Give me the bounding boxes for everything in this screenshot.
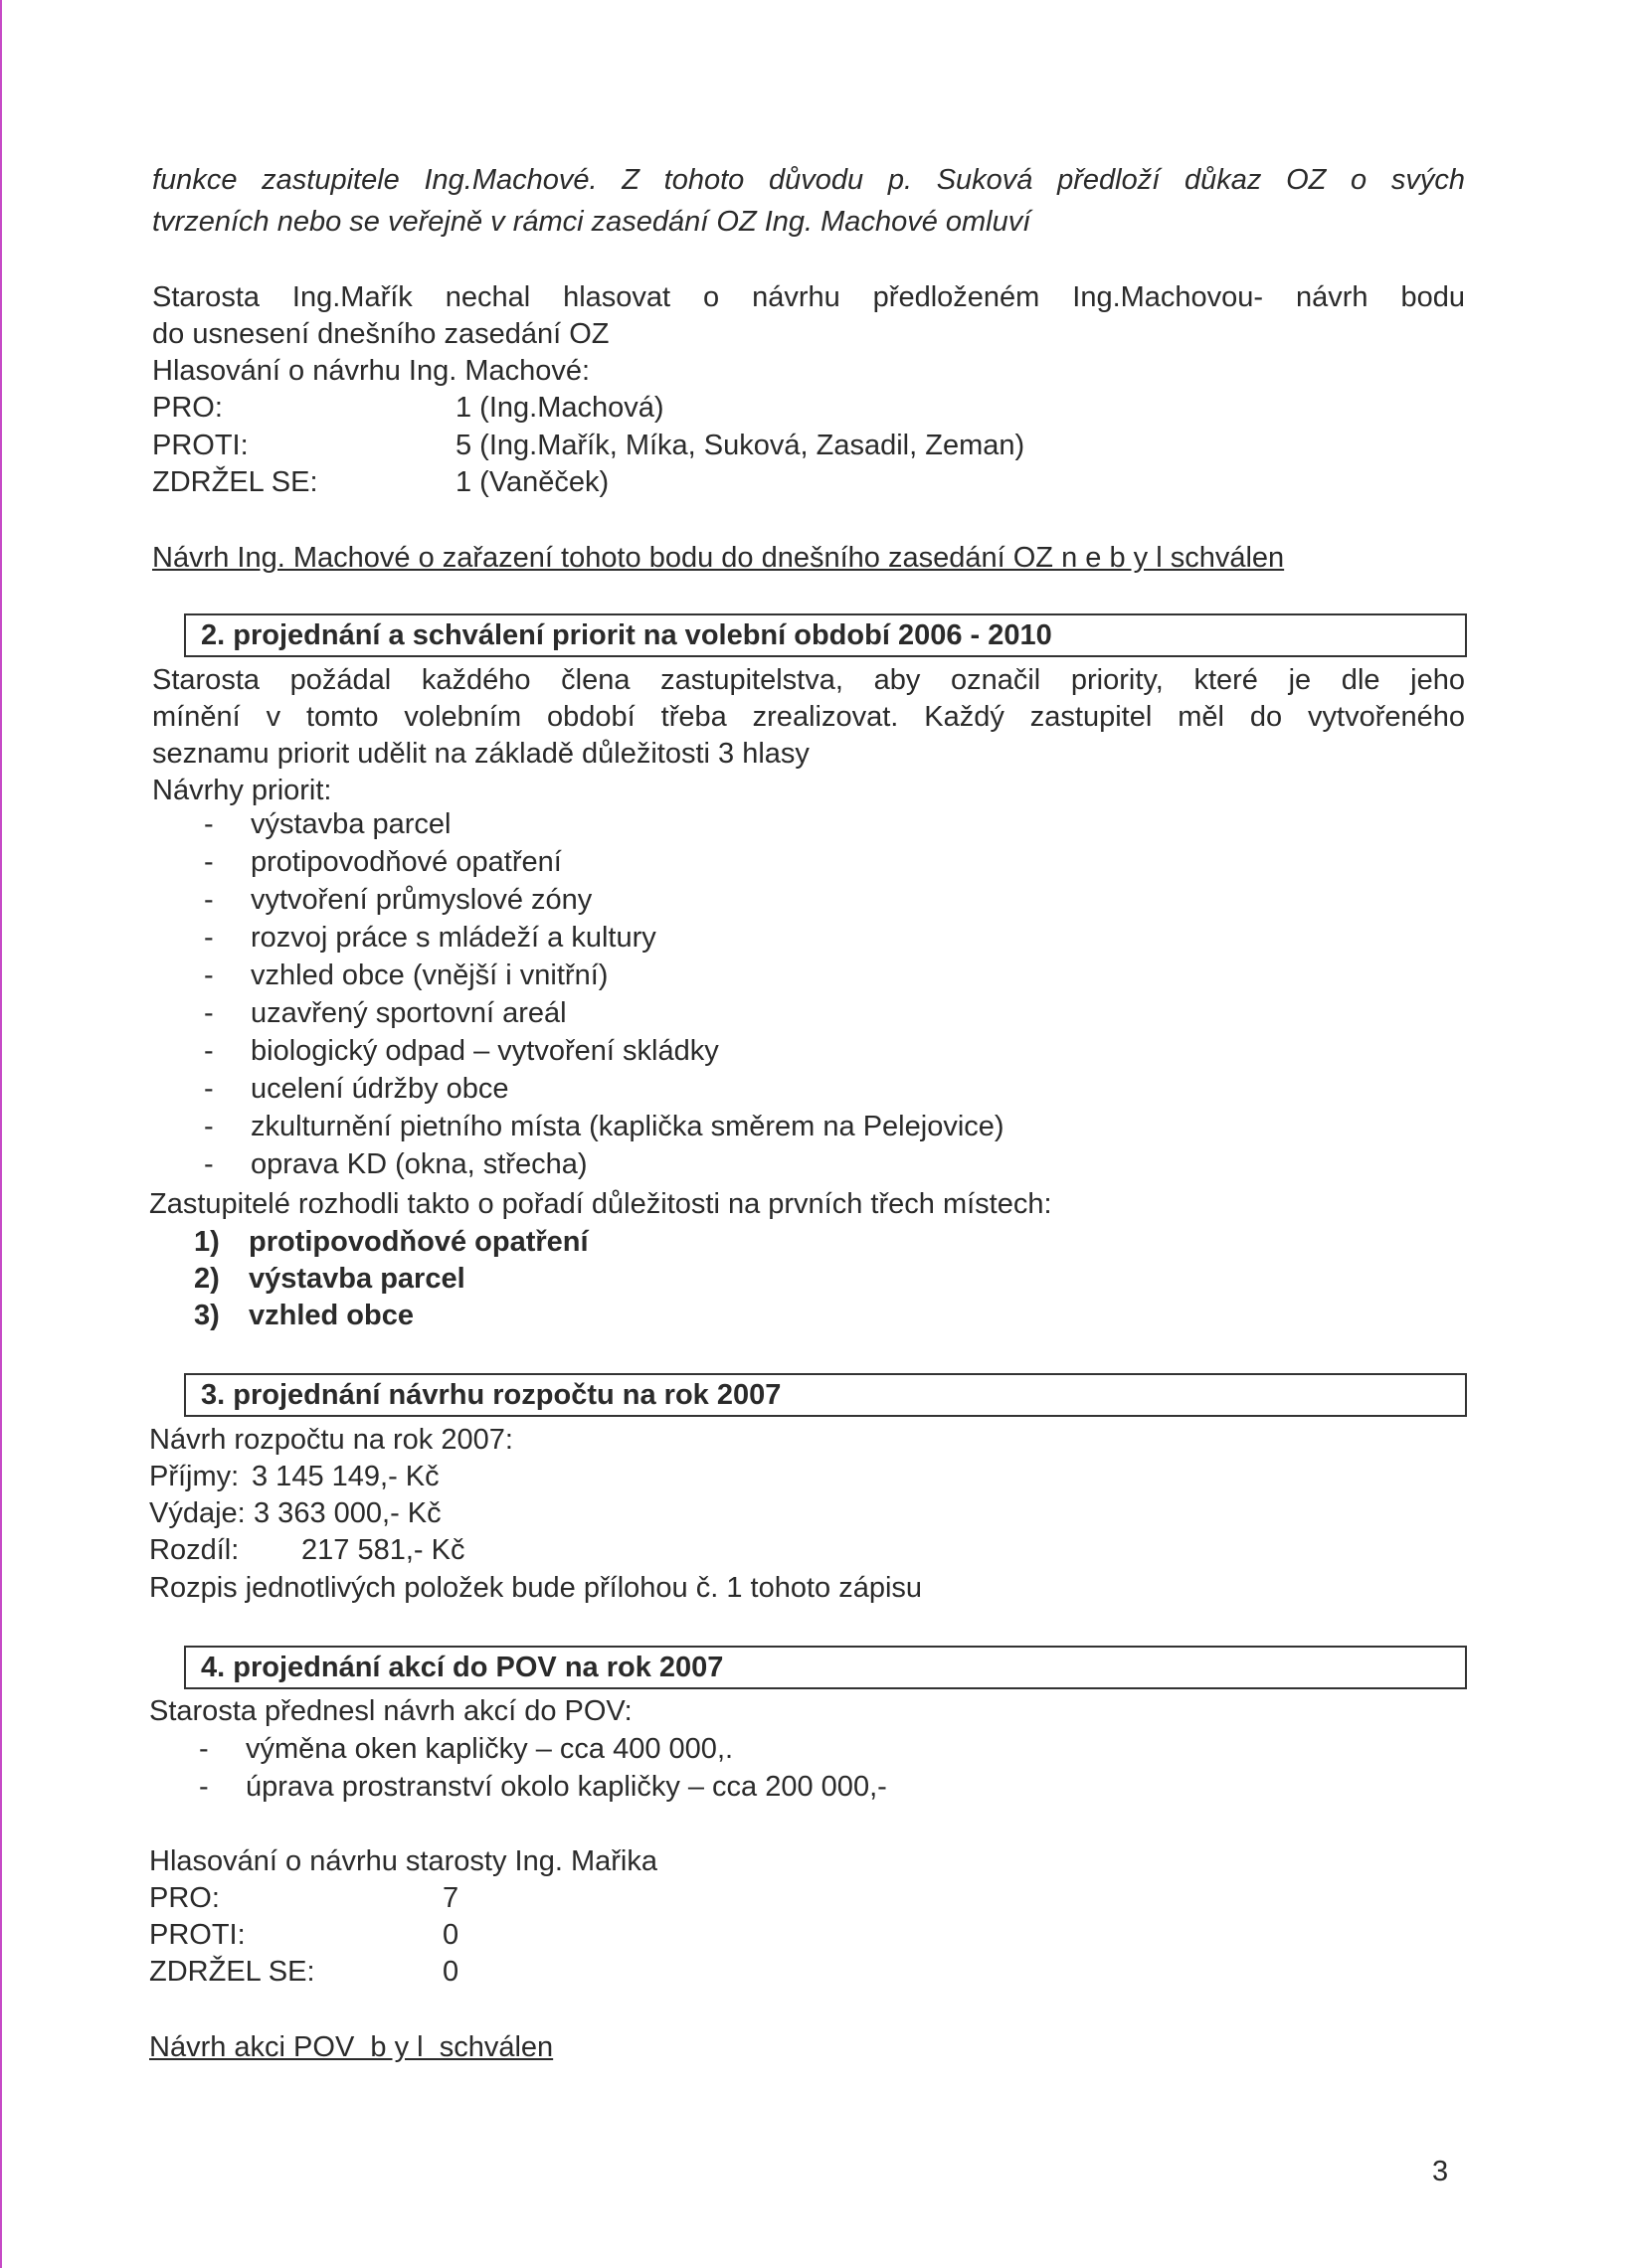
section2-title: 2. projednání a schválení priorit na volební období 2006 - 2010 [201, 619, 1052, 651]
section4-title: 4. projednání akcí do POV na rok 2007 [201, 1652, 724, 1683]
vote1-paragraph-line-2: do usnesení dnešního zasedání OZ [152, 318, 610, 350]
section2-decision: Zastupitelé rozhodli takto o pořadí důležitosti na prvních třech místech: [149, 1188, 1052, 1220]
section3-note: Rozpis jednotlivých položek bude přílohou č. 1 tohoto zápisu [149, 1572, 923, 1604]
section2-heading-box [184, 613, 1467, 657]
vote1-paragraph-line-1: Starosta Ing.Mařík nechal hlasovat o návrhu předloženém Ing.Machovou- návrh bodu [152, 281, 1465, 313]
section2-list-heading: Návrhy priorit: [152, 775, 332, 806]
scan-edge [0, 0, 2, 2268]
section3-heading-box [184, 1373, 1467, 1417]
vote1-result: Návrh Ing. Machové o zařazení tohoto bodu do dnešního zasedání OZ n e b y l schválen [152, 542, 1285, 574]
section2-paragraph-line-2: mínění v tomto volebním období třeba zrealizovat. Každý zastupitel měl do vytvořeného [152, 701, 1465, 733]
vote-label: PROTI: [152, 430, 249, 461]
intro-line-2: tvrzeních nebo se veřejně v rámci zasedání OZ Ing. Machové omluví [152, 206, 1031, 238]
section2-paragraph-line-3: seznamu priorit udělit na základě důležitosti 3 hlasy [152, 738, 810, 770]
vote-value: 5 (Ing.Mařík, Míka, Suková, Zasadil, Zeman) [456, 430, 1025, 461]
section3-title: 3. projednání návrhu rozpočtu na rok 2007 [201, 1379, 782, 1411]
section4-heading-box [184, 1646, 1467, 1689]
section2-paragraph-line-1: Starosta požádal každého člena zastupitelstva, aby označil priority, které je dle jeho [152, 664, 1465, 696]
vote-label: PRO: [152, 392, 223, 424]
vote-value: 1 (Ing.Machová) [456, 392, 664, 424]
section4-vote-heading: Hlasování o návrhu starosty Ing. Mařika [149, 1845, 657, 1877]
vote-value: 1 (Vaněček) [456, 466, 610, 498]
section3-heading: Návrh rozpočtu na rok 2007: [149, 1424, 513, 1456]
intro-line-1: funkce zastupitele Ing.Machové. Z tohoto důvodu p. Suková předloží důkaz OZ o svých [152, 164, 1465, 196]
section4-intro: Starosta přednesl návrh akcí do POV: [149, 1695, 633, 1727]
vote-label: ZDRŽEL SE: [152, 466, 318, 498]
section4-result: Návrh akci POV b y l schválen [149, 2031, 554, 2063]
vote1-heading: Hlasování o návrhu Ing. Machové: [152, 355, 591, 387]
page-number: 3 [1432, 2156, 1449, 2187]
